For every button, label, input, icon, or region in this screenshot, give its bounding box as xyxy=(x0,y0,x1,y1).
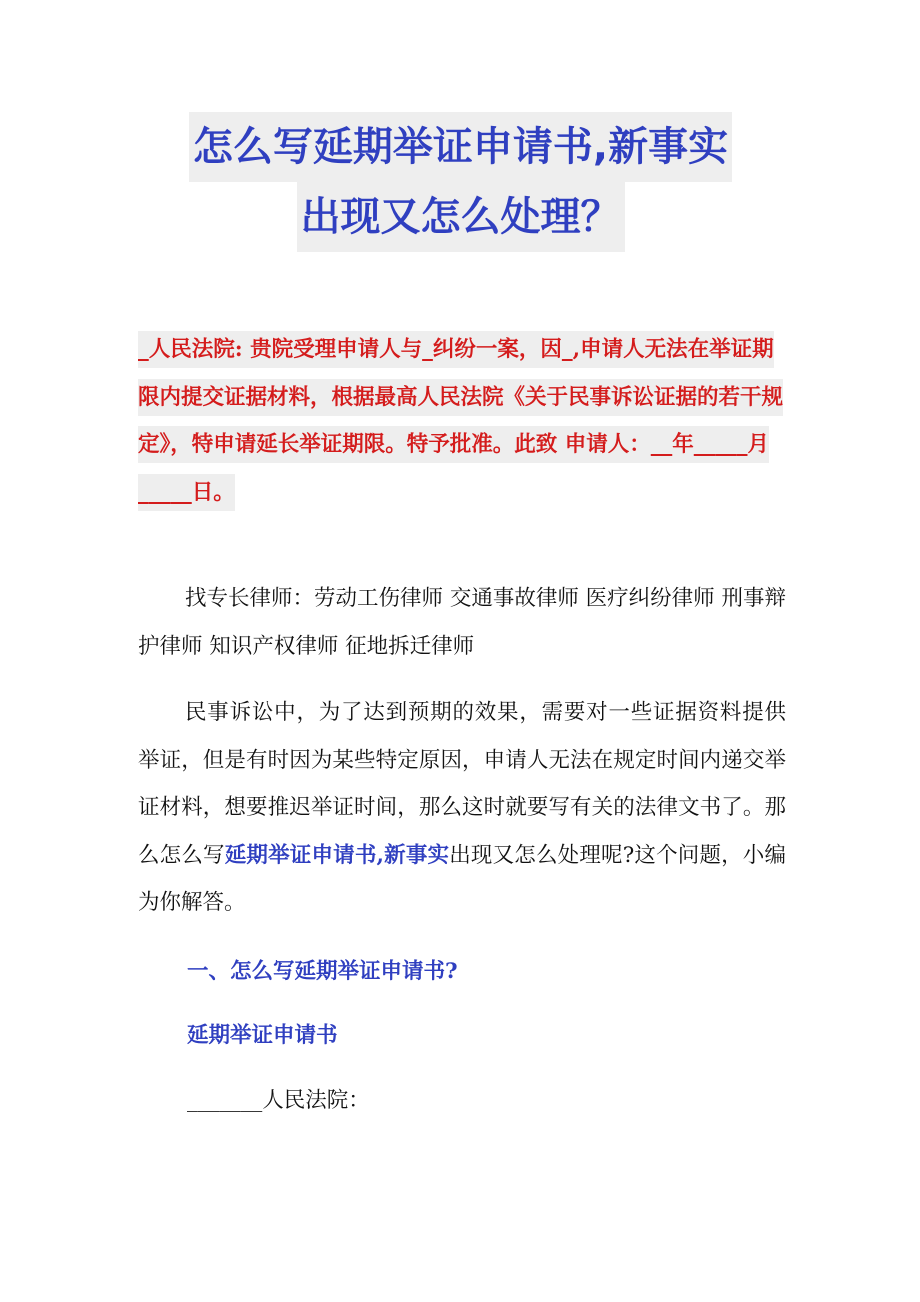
title-line-2: 出现又怎么处理？ xyxy=(297,182,625,252)
summary-paragraph xyxy=(138,326,788,516)
application-title: 延期举证申请书 xyxy=(187,1023,338,1048)
lawyer-categories-paragraph xyxy=(138,575,786,670)
intro-text-before: 民事诉讼中，为了达到预期的效果，需要对一些证据资料提供举证，但是有时因为某些特定原因，申请人无法在规定时间内递交举证材料，想要推迟举证时间，那么这时就要写有关的法律文书了。那么怎么写 xyxy=(138,700,786,868)
intro-text-after: 出现又怎么处理呢?这个问题，小编为你解答。 xyxy=(138,842,786,915)
section-heading-1: 一、怎么写延期举证申请书? xyxy=(187,959,458,984)
intro-keyword-link[interactable]: 延期举证申请书,新事实 xyxy=(224,842,450,868)
lawyer-categories-text: 找专长律师：劳动工伤律师 交通事故律师 医疗纠纷律师 刑事辩护律师 知识产权律师 征地拆迁律师 xyxy=(138,586,787,659)
page-title xyxy=(138,112,783,252)
intro-paragraph xyxy=(138,689,786,927)
summary-text: _人民法院: 贵院受理申请人与_纠纷一案，因_,申请人无法在举证期限内提交证据材料，根据最高人民法院《关于民事诉讼证据的若干规定》，特申请延长举证期限。特予批准。此致 申请人：__年_____月_____日。 xyxy=(138,331,783,511)
title-line-1: 怎么写延期举证申请书,新事实 xyxy=(189,112,732,182)
court-address-line: _______人民法院： xyxy=(187,1088,370,1113)
